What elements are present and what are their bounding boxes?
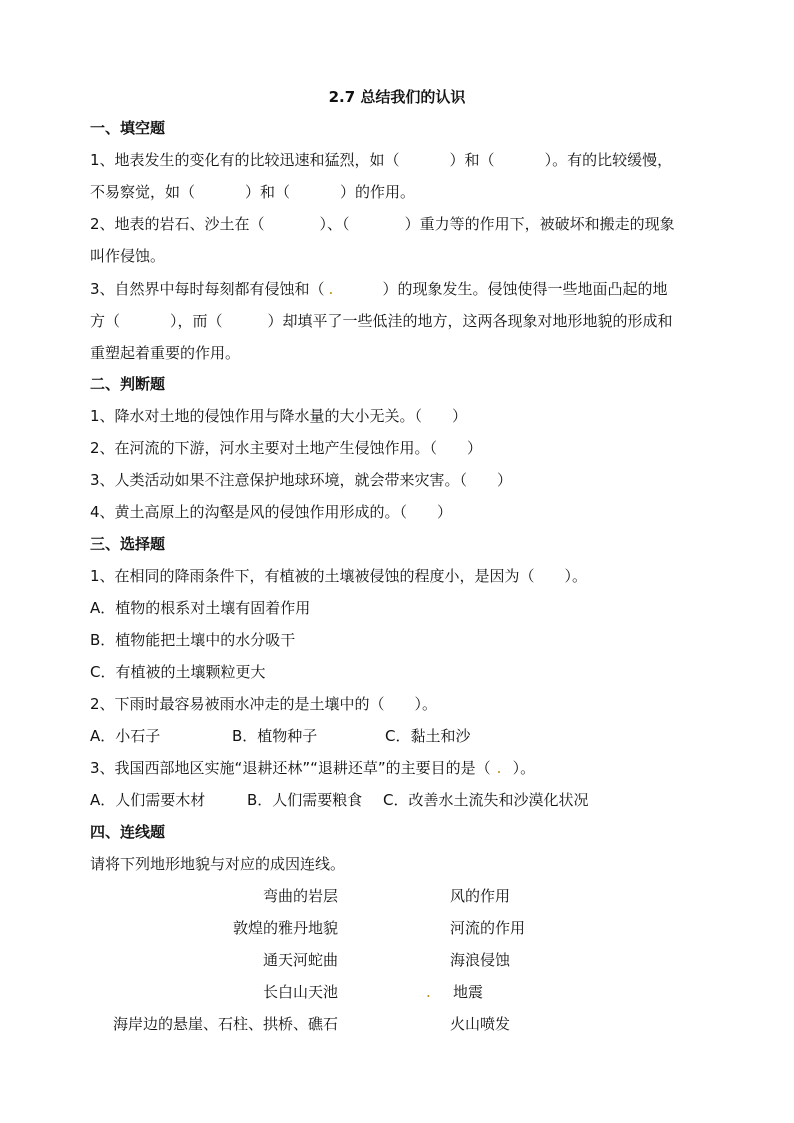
fill-question-2-line-2: 叫作侵蚀。 xyxy=(90,247,166,265)
choice-q3-options xyxy=(90,790,588,810)
match-right-item[interactable]: 火山喷发 xyxy=(450,1015,511,1033)
answer-blank[interactable] xyxy=(325,279,383,299)
stray-dot: . xyxy=(426,983,431,1001)
choice-question-2: 2、下雨时最容易被雨水冲走的是土壤中的（ ）。 xyxy=(90,695,438,713)
match-left-item[interactable]: 弯曲的岩层 xyxy=(262,887,338,905)
fill-q2-text-a: 2、地表的岩石、沙土在（ xyxy=(90,215,265,233)
judge-question-4: 4、黄土高原上的沟壑是风的侵蚀作用形成的。（ ） xyxy=(90,503,453,521)
section-heading-multiple-choice: 三、选择题 xyxy=(90,535,166,553)
section-heading-fill-blank: 一、填空题 xyxy=(90,119,166,137)
stray-dot: . xyxy=(496,759,502,777)
choice-q3-option-b: B．人们需要粮食 xyxy=(247,791,363,809)
match-right-item[interactable]: 海浪侵蚀 xyxy=(450,951,511,969)
match-left-item[interactable]: 海岸边的悬崖、石柱、拱桥、礁石 xyxy=(112,1015,338,1033)
fill-q3-text-a: 3、自然界中每时每刻都有侵蚀和（ xyxy=(90,280,325,298)
page-title: 2.7 总结我们的认识 xyxy=(328,88,466,106)
choice-q3-option-c: C．改善水土流失和沙漠化状况 xyxy=(383,791,589,809)
choice-q2-option-b: B．植物种子 xyxy=(232,727,318,745)
fill-question-3-line-1 xyxy=(90,279,668,299)
fill-q2-text-b: ）、（ xyxy=(319,215,350,233)
stray-dot: . xyxy=(328,280,334,298)
fill-question-1-line-2 xyxy=(90,182,415,202)
fill-q2-text-c: ）重力等的作用下，被破坏和搬走的现象 xyxy=(404,215,675,233)
answer-blank[interactable] xyxy=(491,758,513,778)
choice-q1-option-b: B．植物能把土壤中的水分吸干 xyxy=(90,631,296,649)
matching-instruction: 请将下列地形地貌与对应的成因连线。 xyxy=(90,855,346,873)
section-heading-matching: 四、连线题 xyxy=(90,823,166,841)
fill-question-2-line-1 xyxy=(90,214,675,234)
match-left-item[interactable]: 长白山天池 xyxy=(262,983,338,1001)
fill-q3-text-d: ），而（ xyxy=(170,312,223,330)
match-right-item[interactable]: 风的作用 xyxy=(450,887,511,905)
choice-q2-options xyxy=(90,726,470,746)
choice-q1-option-c: C．有植被的土壤颗粒更大 xyxy=(90,663,266,681)
fill-question-1-line-1 xyxy=(90,150,672,170)
match-left-item[interactable]: 通天河蛇曲 xyxy=(262,951,338,969)
choice-q3-option-a: A．人们需要木材 xyxy=(90,791,206,809)
judge-question-1: 1、降水对土地的侵蚀作用与降水量的大小无关。（ ） xyxy=(90,407,468,425)
choice-q1-option-a: A．植物的根系对土壤有固着作用 xyxy=(90,599,311,617)
section-heading-true-false: 二、判断题 xyxy=(90,375,166,393)
fill-question-3-line-3: 重塑起着重要的作用。 xyxy=(90,344,241,362)
fill-q3-text-b: ）的现象发生。侵蚀使得一些地面凸起的地 xyxy=(382,280,668,298)
match-right-item[interactable]: 河流的作用 xyxy=(450,919,526,937)
fill-q1-text-a: 1、地表发生的变化有的比较迅速和猛烈，如（ xyxy=(90,151,400,169)
judge-question-3: 3、人类活动如果不注意保护地球环境，就会带来灾害。（ ） xyxy=(90,471,513,489)
fill-q1-text-e: ）和（ xyxy=(245,183,291,201)
judge-question-2: 2、在河流的下游，河水主要对土地产生侵蚀作用。（ ） xyxy=(90,439,483,457)
fill-q3-text-c: 方（ xyxy=(90,312,121,330)
choice-q3-text-a: 3、我国西部地区实施“退耕还林”“退耕还草”的主要目的是（ xyxy=(90,759,491,777)
fill-q1-text-d: 不易察觉，如（ xyxy=(90,183,196,201)
choice-question-3 xyxy=(90,758,535,778)
fill-q1-text-b: ）和（ xyxy=(449,151,495,169)
fill-question-3-line-2 xyxy=(90,311,673,331)
fill-q3-text-e: ）却填平了一些低洼的地方，这两各现象对地形地貌的形成和 xyxy=(267,312,673,330)
fill-q1-text-f: ）的作用。 xyxy=(340,183,416,201)
choice-q3-text-b: ）。 xyxy=(512,759,536,777)
match-left-item[interactable]: 敦煌的雅丹地貌 xyxy=(232,919,338,937)
fill-q1-text-c: ）。有的比较缓慢， xyxy=(544,151,673,169)
choice-question-1: 1、在相同的降雨条件下，有植被的土壤被侵蚀的程度小，是因为（ ）。 xyxy=(90,567,588,585)
match-right-item[interactable]: 地震 xyxy=(453,983,484,1001)
choice-q2-option-c: C．黏土和沙 xyxy=(385,727,471,745)
choice-q2-option-a: A．小石子 xyxy=(90,727,161,745)
